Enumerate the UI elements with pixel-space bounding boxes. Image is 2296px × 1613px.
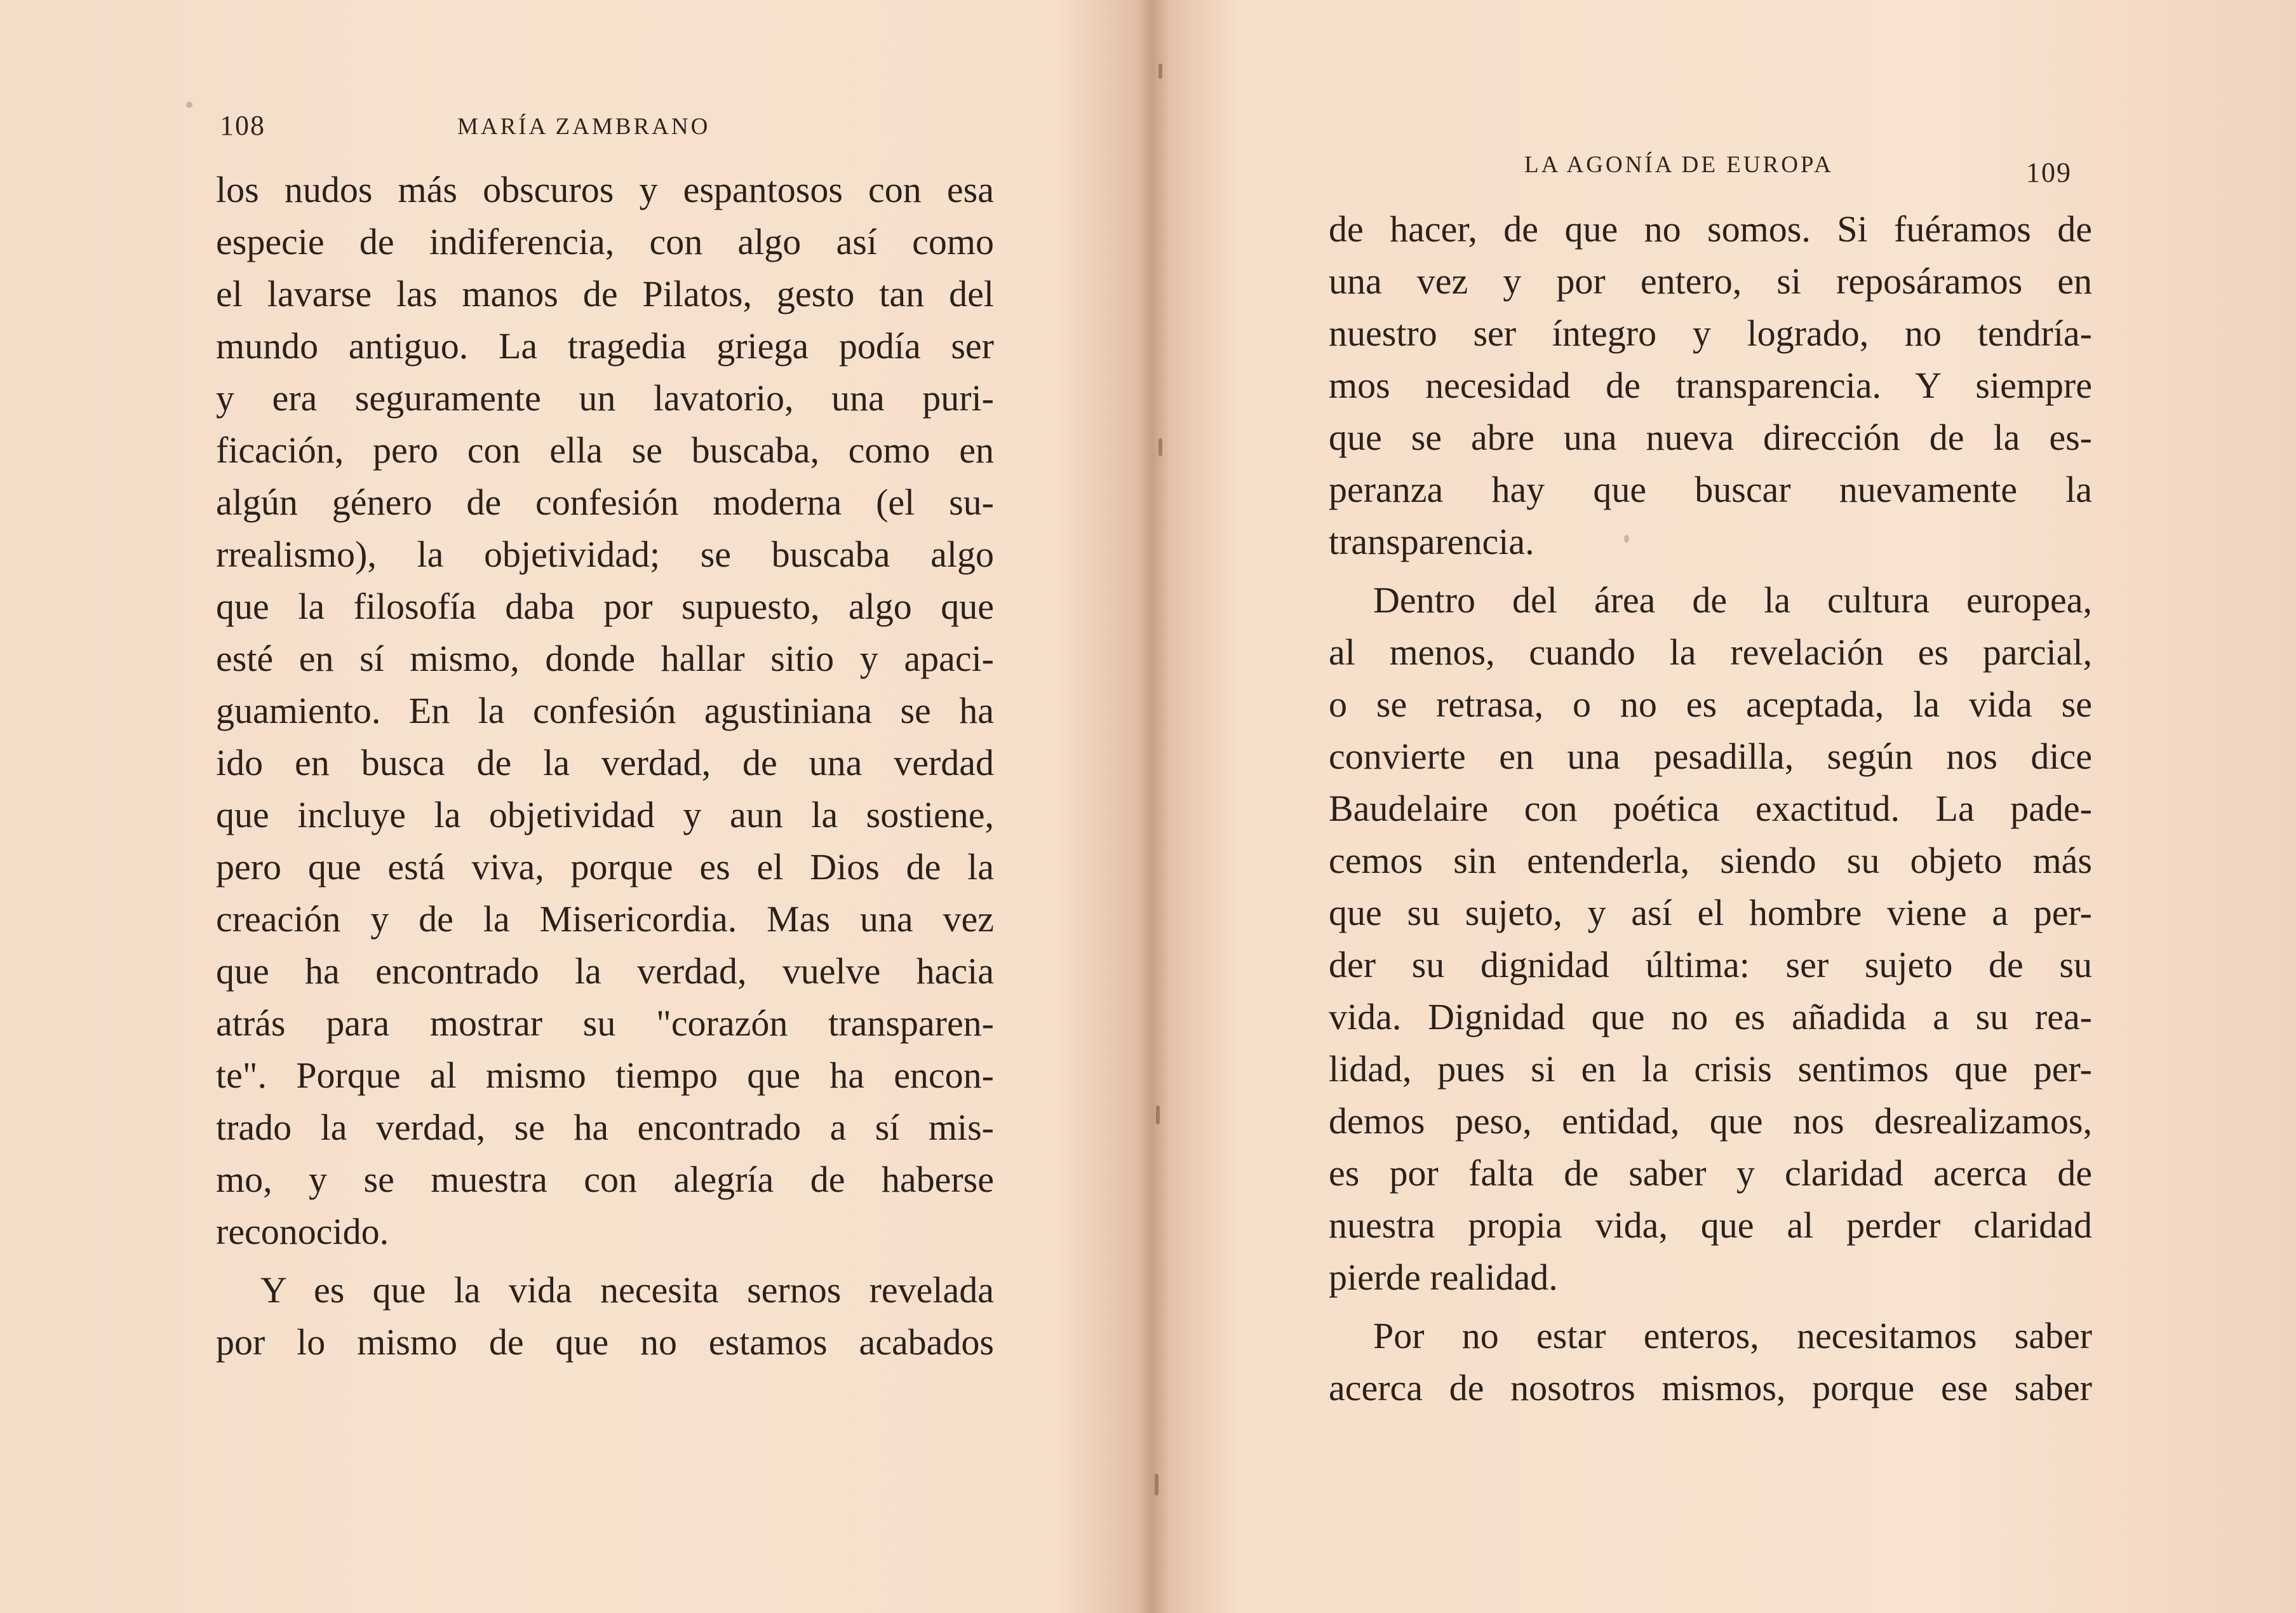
text-line: Y es que la vida necesita sernos revelada [260, 1269, 994, 1311]
text-line: vida. Dignidad que no es añadida a su rea- [1329, 996, 2092, 1037]
left-page-number: 108 [220, 110, 265, 141]
text-line: Por no estar enteros, necesitamos saber [1373, 1315, 2092, 1356]
text-line: atrás para mostrar su "corazón transparen- [216, 1002, 994, 1044]
text-line: te". Porque al mismo tiempo que ha encon- [216, 1055, 994, 1096]
text-line: de hacer, de que no somos. Si fuéramos de [1329, 208, 2092, 250]
text-line: que se abre una nueva dirección de la es- [1329, 417, 2092, 458]
text-line: transparencia. [1329, 521, 1534, 562]
text-line: que incluye la objetividad y aun la sostiene, [216, 794, 994, 835]
text-line: esté en sí mismo, donde hallar sitio y apaci- [216, 638, 994, 679]
text-line: que su sujeto, y así el hombre viene a per- [1329, 892, 2092, 933]
gutter-thread-mark [1155, 1474, 1158, 1495]
text-line: rrealismo), la objetividad; se buscaba algo [216, 534, 994, 575]
text-line: especie de indiferencia, con algo así como [216, 221, 994, 262]
text-line: cemos sin entenderla, siendo su objeto más [1329, 840, 2092, 881]
text-line: creación y de la Misericordia. Mas una vez [216, 898, 994, 940]
text-line: guamiento. En la confesión agustiniana se ha [216, 690, 994, 731]
text-line: mos necesidad de transparencia. Y siempre [1329, 365, 2092, 406]
text-line: ido en busca de la verdad, de una verdad [216, 742, 994, 783]
right-page [1153, 0, 2296, 1613]
text-line: convierte en una pesadilla, según nos dice [1329, 736, 2092, 777]
text-line: es por falta de saber y claridad acerca de [1329, 1152, 2092, 1194]
text-line: que la filosofía daba por supuesto, algo que [216, 586, 994, 627]
right-page-number: 109 [2026, 157, 2072, 188]
text-line: los nudos más obscuros y espantosos con esa [216, 169, 994, 210]
text-line: nuestra propia vida, que al perder claridad [1329, 1205, 2092, 1246]
text-line: el lavarse las manos de Pilatos, gesto tan del [216, 273, 994, 314]
text-line: pierde realidad. [1329, 1257, 1558, 1298]
text-line: o se retrasa, o no es aceptada, la vida se [1329, 684, 2092, 725]
left-page [0, 0, 1143, 1613]
text-line: que ha encontrado la verdad, vuelve hacia [216, 950, 994, 992]
text-line: trado la verdad, se ha encontrado a sí mis- [216, 1107, 994, 1148]
text-line: reconocido. [216, 1211, 389, 1252]
paper-spot [186, 102, 192, 108]
text-line: mundo antiguo. La tragedia griega podía ser [216, 325, 994, 367]
text-line: algún género de confesión moderna (el su- [216, 482, 994, 523]
text-line: Dentro del área de la cultura europea, [1373, 579, 2092, 621]
text-line: demos peso, entidad, que nos desrealizamos, [1329, 1100, 2092, 1142]
left-running-head: MARÍA ZAMBRANO [457, 114, 711, 140]
gutter-thread-mark [1156, 1105, 1160, 1124]
gutter-thread-mark [1158, 438, 1162, 456]
paper-spot [1624, 535, 1629, 543]
text-line: ficación, pero con ella se buscaba, como en [216, 429, 994, 471]
text-line: y era seguramente un lavatorio, una puri- [216, 377, 994, 419]
text-line: der su dignidad última: ser sujeto de su [1329, 944, 2092, 985]
right-page-text [1329, 203, 2092, 1414]
text-line: acerca de nosotros mismos, porque ese saber [1329, 1367, 2092, 1408]
left-page-text [216, 164, 994, 1368]
text-line: pero que está viva, porque es el Dios de la [216, 846, 994, 887]
text-line: por lo mismo de que no estamos acabados [216, 1321, 994, 1363]
text-line: una vez y por entero, si reposáramos en [1329, 260, 2092, 302]
text-line: al menos, cuando la revelación es parcial, [1329, 631, 2092, 673]
text-line: mo, y se muestra con alegría de haberse [216, 1159, 994, 1200]
text-line: nuestro ser íntegro y logrado, no tendría- [1329, 313, 2092, 354]
text-line: peranza hay que buscar nuevamente la [1329, 469, 2092, 510]
right-running-head: LA AGONÍA DE EUROPA [1524, 152, 1834, 178]
text-line: Baudelaire con poética exactitud. La pade- [1329, 788, 2092, 829]
text-line: lidad, pues si en la crisis sentimos que per- [1329, 1048, 2092, 1090]
gutter-thread-mark [1158, 64, 1162, 79]
